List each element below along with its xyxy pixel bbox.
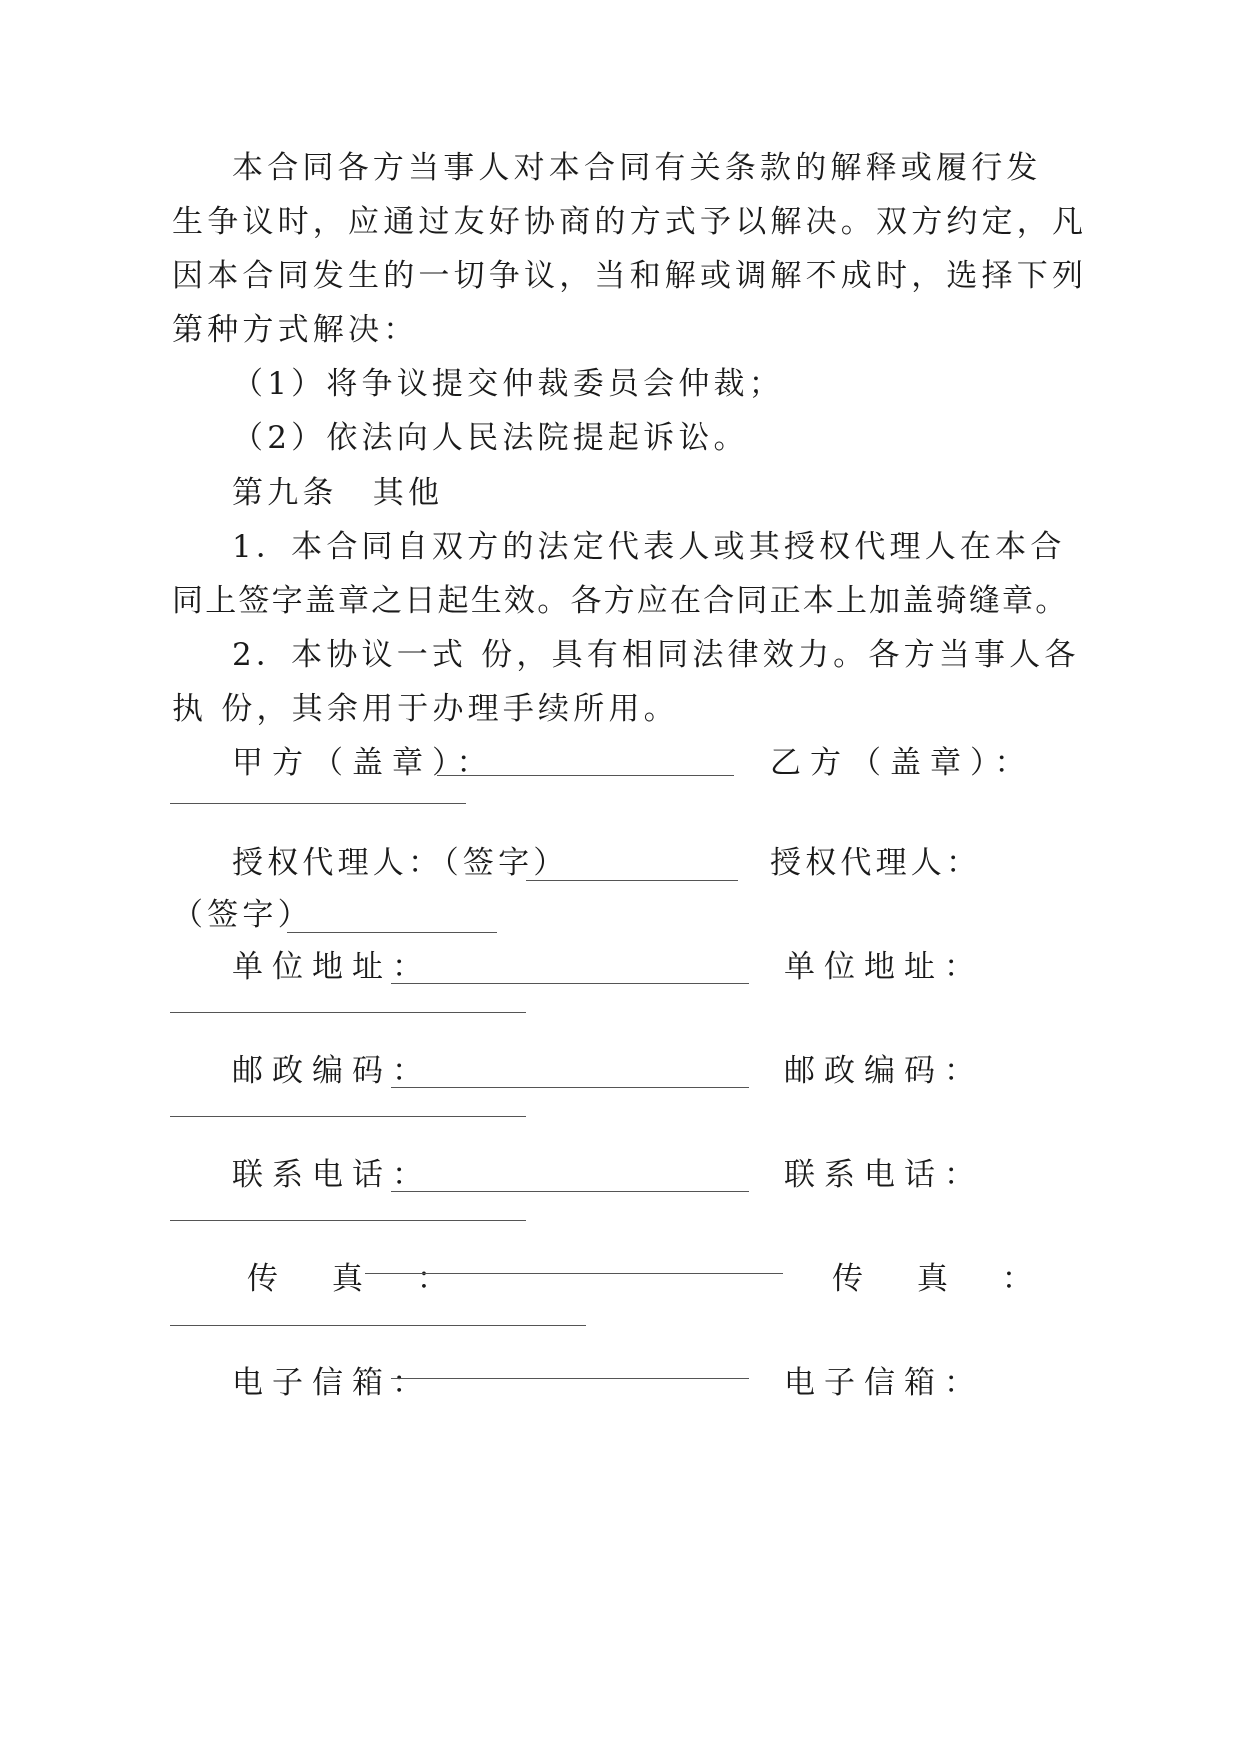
party-b-fax-line bbox=[170, 1325, 586, 1326]
article-9-item-1-line-2: 同上签字盖章之日起生效。各方应在合同正本上加盖骑缝章。 bbox=[172, 583, 1069, 619]
dispute-paragraph-line-3: 因本合同发生的一切争议，当和解或调解不成时，选择下列 bbox=[172, 258, 1088, 294]
party-b-postcode-label: 邮政编码： bbox=[784, 1053, 984, 1089]
party-b-phone-line bbox=[170, 1220, 526, 1221]
party-b-agent-label: 授权代理人： bbox=[770, 845, 982, 881]
party-a-postcode-label: 邮政编码： bbox=[232, 1053, 432, 1089]
party-a-fax-line bbox=[365, 1273, 783, 1274]
dispute-paragraph-line-1: 本合同各方当事人对本合同有关条款的解释或履行发 bbox=[232, 150, 1042, 186]
article-9-item-1-line-1: 1．本合同自双方的法定代表人或其授权代理人在本合 bbox=[232, 529, 1066, 565]
party-a-email-label: 电子信箱： bbox=[232, 1365, 432, 1401]
dispute-option-litigation: （2）依法向人民法院提起诉讼。 bbox=[232, 420, 749, 456]
dispute-option-arbitration: （1）将争议提交仲裁委员会仲裁； bbox=[232, 366, 784, 402]
party-a-phone-label: 联系电话： bbox=[232, 1157, 432, 1193]
party-b-seal-label: 乙方（盖章）： bbox=[770, 745, 1035, 781]
party-a-address-label: 单位地址： bbox=[232, 949, 432, 985]
party-b-email-label: 电子信箱： bbox=[784, 1365, 984, 1401]
party-a-agent-label: 授权代理人：（签字） bbox=[232, 845, 569, 881]
party-a-postcode-line bbox=[391, 1087, 749, 1088]
party-b-fax-label: 传 真 ： bbox=[832, 1261, 1055, 1297]
party-a-phone-line bbox=[391, 1191, 749, 1192]
dispute-paragraph-line-4: 第种方式解决： bbox=[172, 312, 419, 348]
party-b-address-line bbox=[170, 1012, 526, 1013]
party-a-fax-label: 传 真 ： bbox=[247, 1261, 470, 1297]
article-9-item-2-line-2: 执 份，其余用于办理手续所用。 bbox=[172, 691, 679, 727]
party-a-agent-line bbox=[526, 880, 738, 881]
party-b-phone-label: 联系电话： bbox=[784, 1157, 984, 1193]
party-a-seal-line bbox=[437, 775, 734, 776]
party-a-seal-label: 甲方（盖章）： bbox=[232, 745, 497, 781]
party-b-agent-line bbox=[287, 932, 497, 933]
party-b-address-label: 单位地址： bbox=[784, 949, 984, 985]
party-b-agent-sign-label: （签字） bbox=[172, 897, 313, 933]
article-9-heading: 第九条 其他 bbox=[232, 475, 444, 511]
party-b-postcode-line bbox=[170, 1116, 526, 1117]
party-a-address-line bbox=[391, 983, 749, 984]
article-9-item-2-line-1: 2．本协议一式 份，具有相同法律效力。各方当事人各 bbox=[232, 637, 1080, 673]
party-b-seal-line bbox=[170, 803, 466, 804]
dispute-paragraph-line-2: 生争议时，应通过友好协商的方式予以解决。双方约定，凡 bbox=[172, 204, 1088, 240]
party-a-email-line bbox=[391, 1378, 749, 1379]
